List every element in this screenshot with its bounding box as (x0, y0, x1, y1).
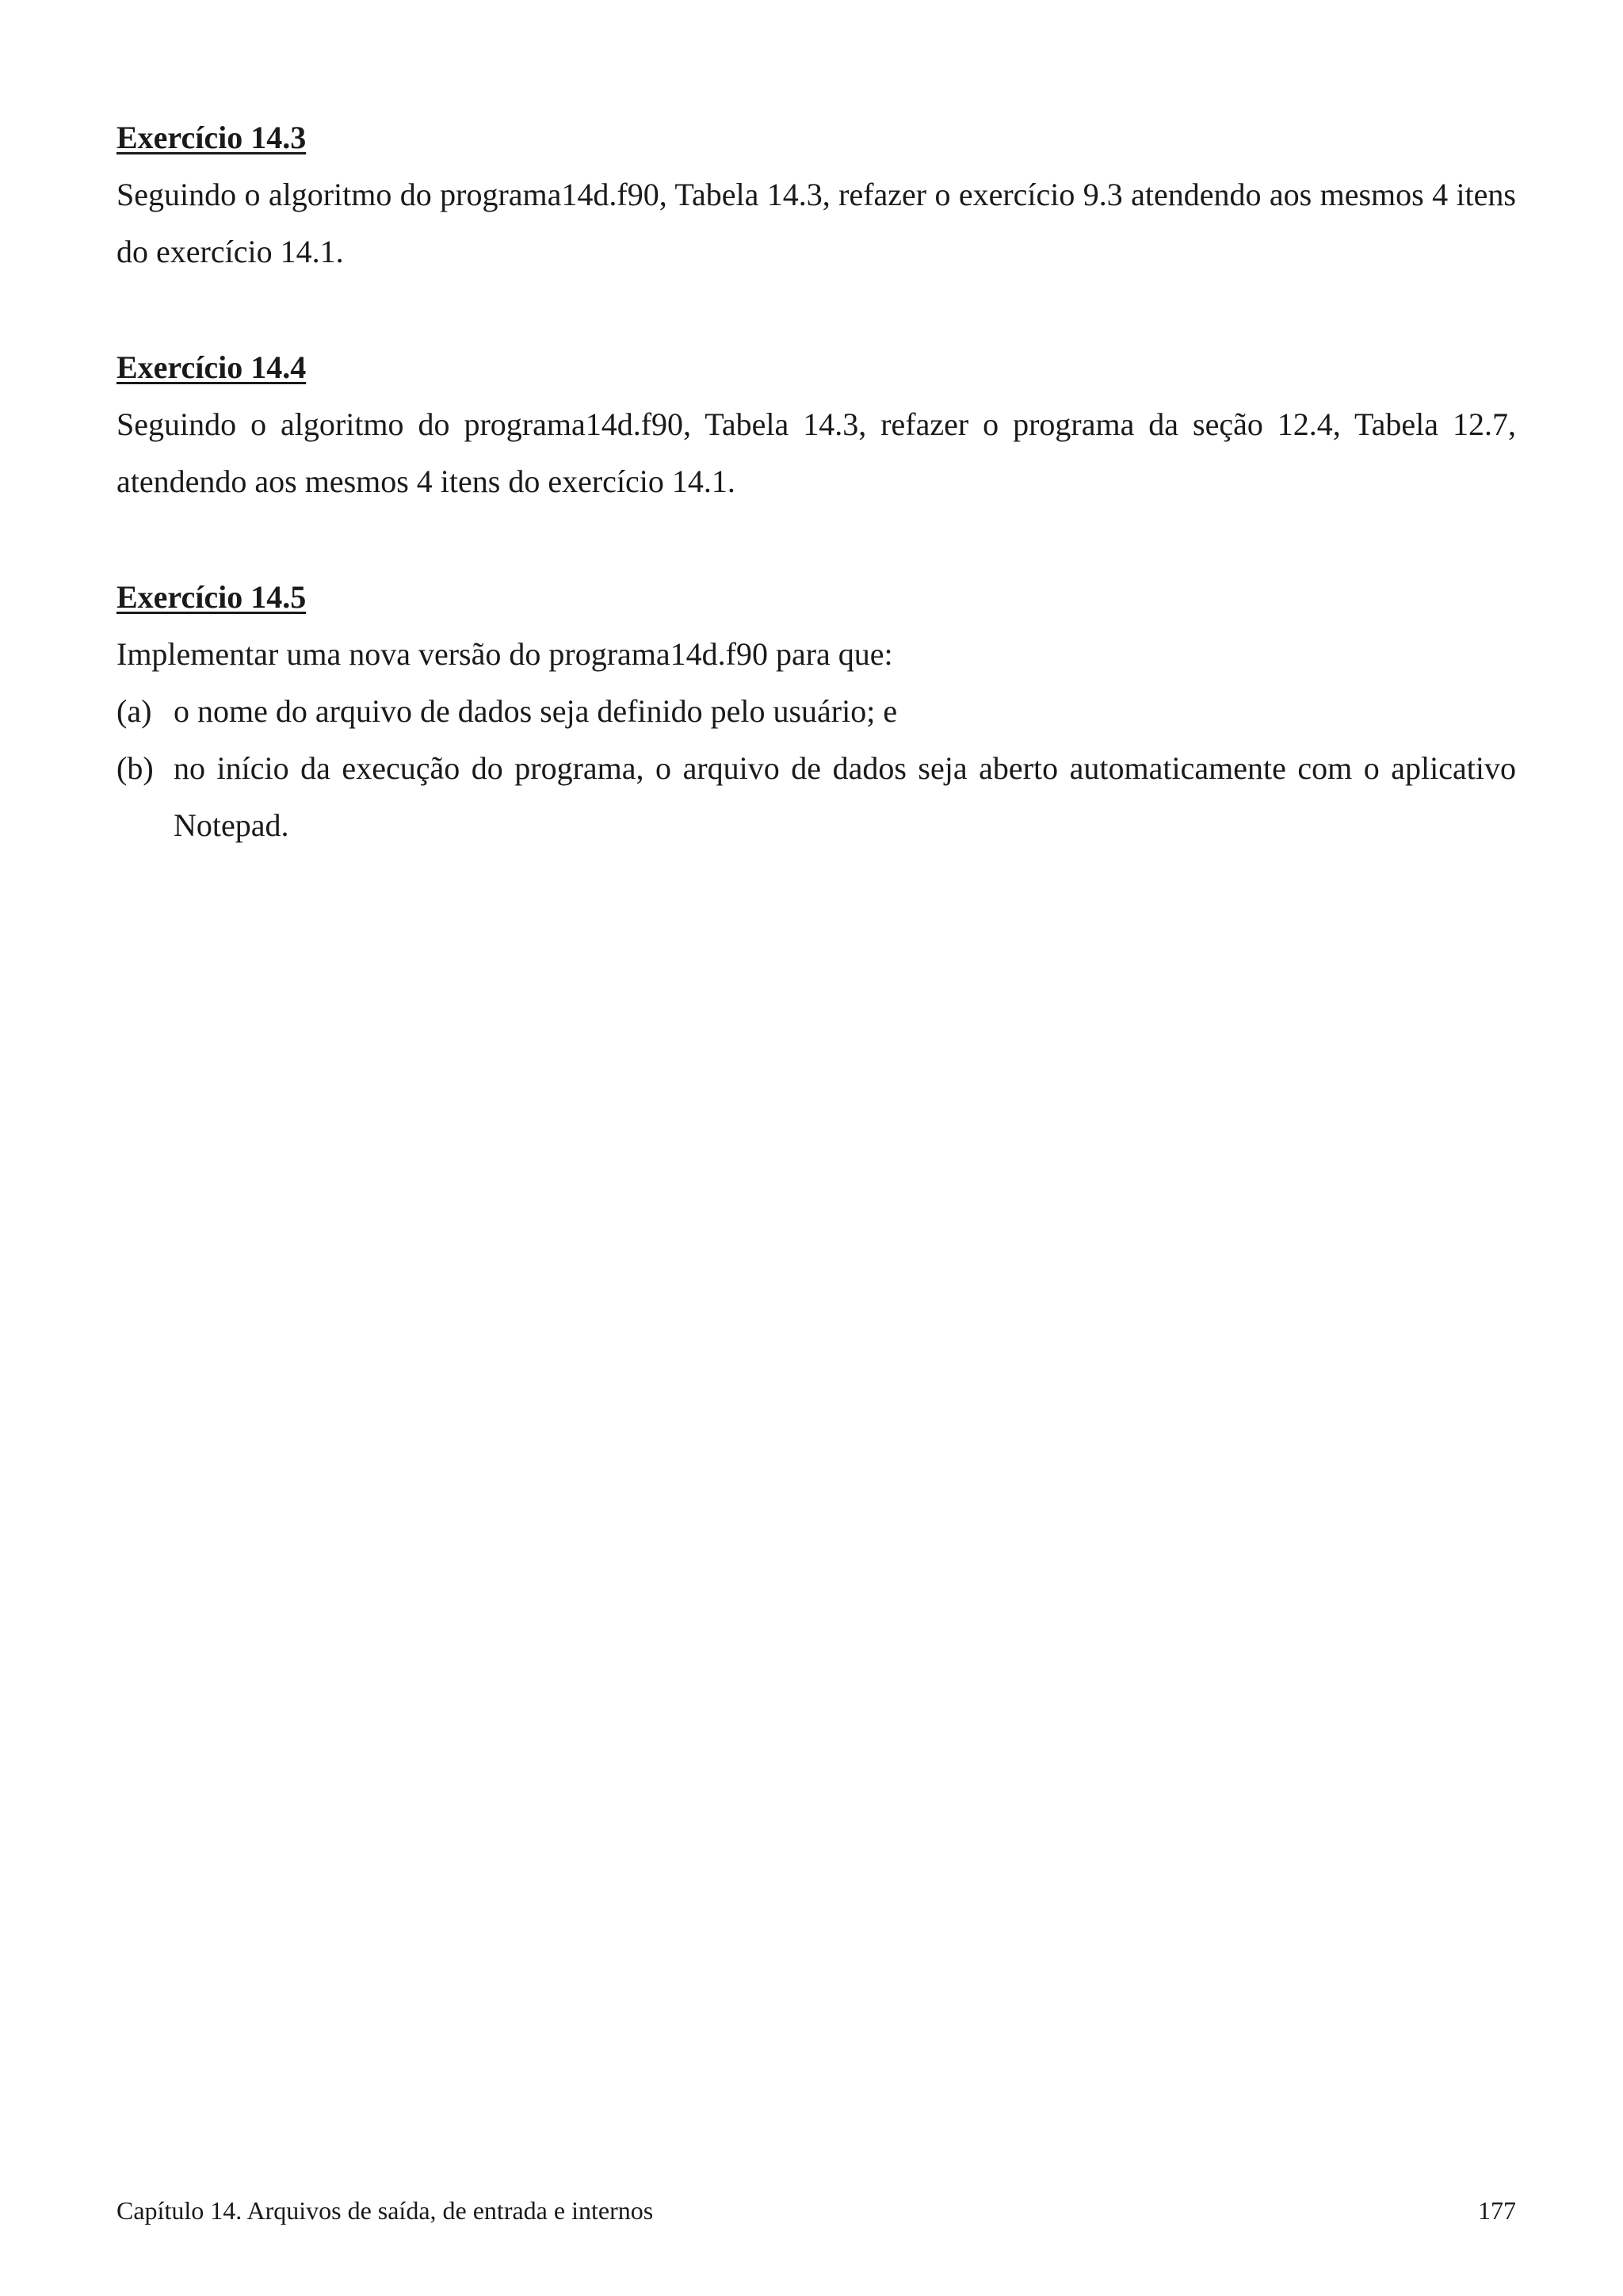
exercise-body: Seguindo o algoritmo do programa14d.f90, Tabela 14.3, refazer o programa da seção 12.4, Tabela 12.7, atendendo aos mesmos 4 itens do exercício 14.1. (116, 406, 1516, 499)
exercise-body: Seguindo o algoritmo do programa14d.f90, Tabela 14.3, refazer o exercício 9.3 atendendo aos mesmos 4 itens do exercício 14.1. (116, 177, 1516, 269)
exercise-title: Exercício 14.4 (116, 349, 307, 385)
list-item-text: o nome do arquivo de dados seja definido pelo usuário; e (174, 693, 898, 729)
list-item-label: (b) (116, 750, 154, 786)
exercise-body: Implementar uma nova versão do programa14d.f90 para que: (116, 636, 893, 672)
page-number: 177 (1478, 2196, 1516, 2225)
exercise-14-3 (116, 109, 1516, 280)
footer-chapter: Capítulo 14. Arquivos de saída, de entrada e internos (116, 2196, 654, 2225)
exercise-14-5 (116, 569, 1516, 854)
exercise-title: Exercício 14.3 (116, 120, 307, 155)
exercise-title: Exercício 14.5 (116, 579, 307, 615)
list-item (116, 683, 1516, 740)
exercise-14-4 (116, 339, 1516, 510)
list-item (116, 740, 1516, 854)
list-item-label: (a) (116, 693, 152, 729)
document-page (116, 0, 1516, 2296)
list-item-text: no início da execução do programa, o arquivo de dados seja aberto automaticamente com o aplicativo Notepad. (174, 750, 1516, 843)
